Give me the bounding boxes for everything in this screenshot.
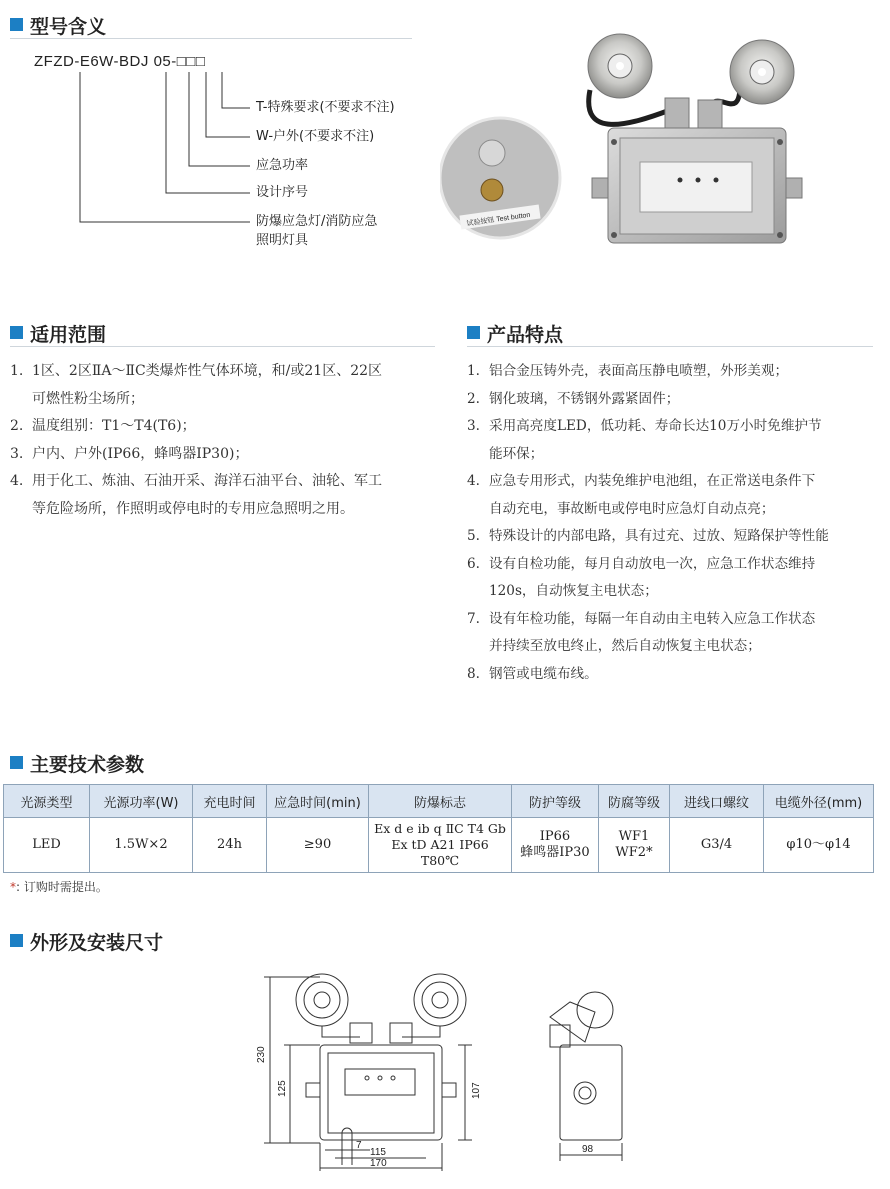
list-item — [10, 441, 440, 469]
cell-exmark — [369, 818, 512, 873]
model-label-type-1: 防爆应急灯/消防应急 — [256, 214, 378, 229]
col-header: 防护等级 — [512, 785, 599, 818]
wf-line-1: WF1 — [618, 829, 650, 844]
dim-125: 125 — [277, 1080, 288, 1097]
order-note — [10, 878, 108, 895]
exmark-line-2: Ex tD A21 IP66 T80℃ — [391, 837, 489, 868]
model-label-outdoor: W-户外(不要求不注) — [256, 129, 375, 144]
test-button-closeup — [440, 118, 560, 238]
item-line: 户内、户外(IP66，蜂鸣器IP30)； — [32, 445, 249, 462]
dim-107: 107 — [471, 1082, 482, 1099]
item-number: 6. — [467, 555, 480, 572]
dim-7: 7 — [356, 1140, 362, 1151]
item-line: 温度组别：T1～T4(T6)； — [32, 418, 196, 434]
item-line: 并持续至放电终止，然后自动恢复主电状态； — [489, 638, 761, 654]
note-star: * — [10, 880, 16, 894]
model-label-power: 应急功率 — [256, 158, 309, 173]
item-line: 120s，自动恢复主电状态； — [489, 583, 658, 599]
col-header: 光源功率(W) — [90, 785, 193, 818]
scope-list — [10, 358, 440, 523]
list-item — [467, 551, 887, 606]
item-number: 5. — [467, 528, 480, 544]
item-line: 铝合金压铸外壳，表面高压静电喷塑，外形美观； — [489, 363, 789, 379]
item-line: 自动充电，事故断电或停电时应急灯自动点亮； — [489, 500, 775, 517]
item-number: 4. — [467, 473, 480, 489]
list-item — [467, 523, 887, 551]
list-item — [10, 413, 440, 441]
wf-line-2: WF2* — [615, 845, 653, 860]
cell-charge: 24h — [193, 818, 267, 873]
feature-list — [467, 358, 887, 688]
test-button-text: 试验按钮 Test button — [466, 211, 531, 228]
item-line: 用于化工、炼油、石油开采、海洋石油平台、油轮、军工 — [32, 473, 382, 489]
col-header: 防腐等级 — [599, 785, 670, 818]
cell-light: LED — [4, 818, 90, 873]
spec-table — [3, 784, 874, 873]
col-header: 应急时间(min) — [267, 785, 369, 818]
item-line: 特殊设计的内部电路，具有过充、过放、短路保护等性能 — [489, 528, 829, 544]
cell-emergency: ≥90 — [267, 818, 369, 873]
table-row — [4, 818, 874, 873]
section-title: 主要技术参数 — [30, 754, 145, 776]
dim-115: 115 — [370, 1147, 386, 1158]
col-header: 电缆外径(mm) — [764, 785, 874, 818]
model-label-design: 设计序号 — [256, 185, 309, 200]
item-number: 2. — [10, 418, 24, 434]
ip-line-1: IP66 — [539, 829, 571, 844]
section-dimensions — [10, 930, 873, 954]
list-item — [467, 606, 887, 661]
cell-ip — [512, 818, 599, 873]
item-number: 7. — [467, 610, 480, 627]
dimension-drawing — [250, 965, 650, 1175]
list-item — [10, 358, 440, 413]
list-item — [467, 468, 887, 523]
item-number: 1. — [10, 363, 24, 379]
col-header: 充电时间 — [193, 785, 267, 818]
cell-thread: G3/4 — [670, 818, 764, 873]
dim-98: 98 — [582, 1144, 594, 1155]
item-line: 采用高亮度LED，低功耗、寿命长达10万小时免维护节 — [489, 418, 822, 434]
section-marker — [467, 326, 480, 339]
item-line: 等危险场所，作照明或停电时的专用应急照明之用。 — [32, 500, 354, 517]
col-header: 光源类型 — [4, 785, 90, 818]
item-number: 8. — [467, 665, 480, 682]
dim-170: 170 — [370, 1158, 387, 1169]
cell-wf — [599, 818, 670, 873]
table-header-row — [4, 785, 874, 818]
item-line: 钢管或电缆布线。 — [489, 665, 598, 682]
item-line: 设有年检功能，每隔一年自动由主电转入应急工作状态 — [489, 610, 816, 627]
section-specs — [10, 752, 873, 776]
item-line: 可燃性粉尘场所； — [32, 390, 144, 407]
item-number: 3. — [10, 445, 24, 462]
section-marker — [10, 326, 23, 339]
section-marker — [10, 934, 23, 947]
section-marker — [10, 756, 23, 769]
col-header: 进线口螺纹 — [670, 785, 764, 818]
item-number: 4. — [10, 473, 24, 489]
item-line: 钢化玻璃，不锈钢外露紧固件； — [489, 390, 680, 407]
model-code-suffix: 05- — [153, 53, 177, 70]
list-item — [467, 358, 887, 386]
product-photo — [440, 30, 830, 270]
item-number: 1. — [467, 363, 480, 379]
list-item — [467, 661, 887, 689]
model-label-special: T-特殊要求(不要求不注) — [256, 100, 395, 115]
item-line: 应急专用形式，内装免维护电池组，在正常送电条件下 — [489, 473, 816, 489]
ip-line-2: 蜂鸣器IP30 — [520, 845, 590, 860]
section-features — [467, 322, 873, 347]
cell-cable: φ10～φ14 — [764, 818, 874, 873]
enclosure — [592, 128, 802, 243]
exmark-line-1: Ex d e ib q ⅡC T4 Gb — [374, 821, 506, 836]
item-number: 3. — [467, 418, 480, 434]
list-item — [10, 468, 440, 523]
lamp-right — [730, 40, 794, 104]
dim-230: 230 — [256, 1046, 267, 1063]
section-title: 产品特点 — [487, 324, 564, 346]
col-header: 防爆标志 — [369, 785, 512, 818]
item-number: 2. — [467, 390, 480, 407]
item-line: 设有自检功能，每月自动放电一次，应急工作状态维持 — [489, 555, 816, 572]
section-title: 外形及安装尺寸 — [30, 932, 164, 954]
model-label-type-2: 照明灯具 — [256, 233, 309, 248]
lamp-left — [588, 34, 652, 98]
note-text: : 订购时需提出。 — [16, 880, 108, 894]
section-title: 适用范围 — [30, 324, 107, 346]
section-scope — [10, 322, 435, 347]
item-line: 1区、2区ⅡA～ⅡC类爆炸性气体环境，和/或21区、22区 — [32, 363, 383, 379]
list-item — [467, 413, 887, 468]
cell-power: 1.5W×2 — [90, 818, 193, 873]
list-item — [467, 386, 887, 414]
section-title: 型号含义 — [30, 16, 107, 38]
item-line: 能环保； — [489, 445, 544, 462]
model-code-main: ZFZD-E6W-BDJ — [34, 53, 149, 70]
model-code-boxes: □□□ — [176, 53, 206, 70]
